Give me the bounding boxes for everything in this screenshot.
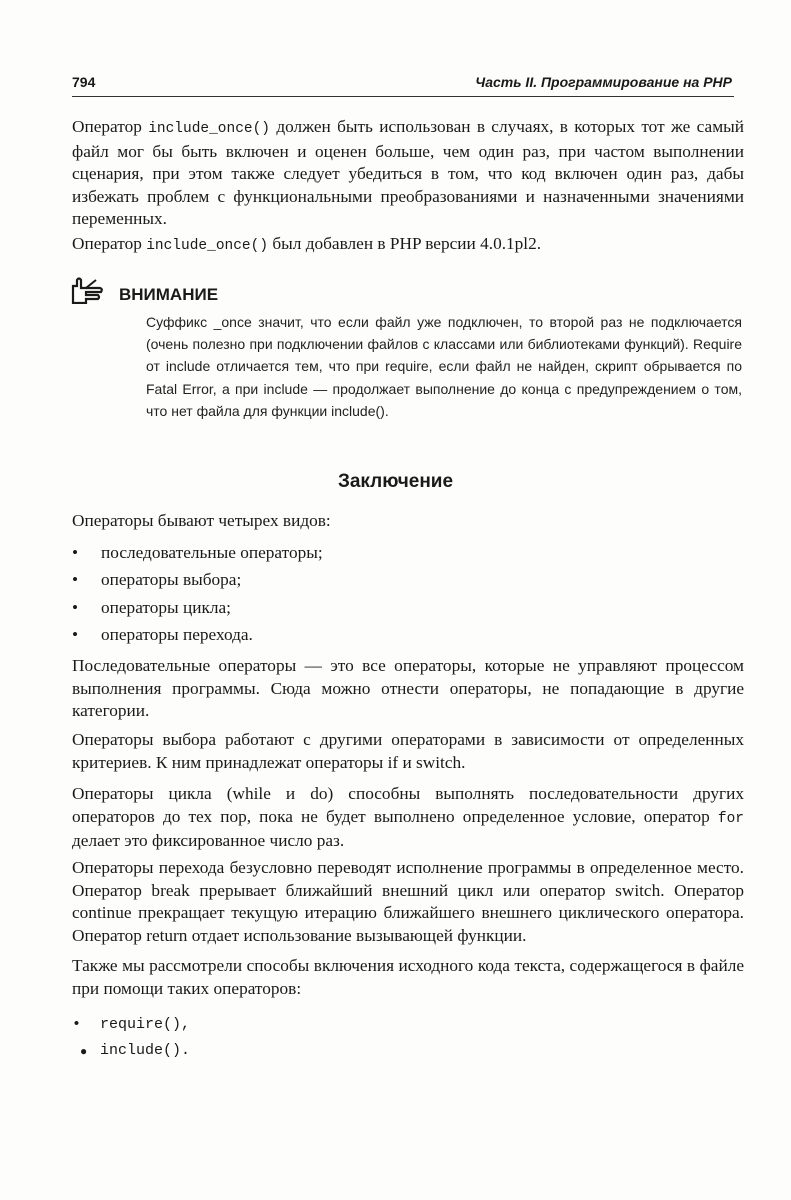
paragraph-sequential: Последовательные операторы — это все операторы, которые не управляют процессом выполнения программы. Сюда можно отнести операторы, не попадающие в другие категории.	[72, 656, 744, 720]
warning-text: Суффикс _once значит, что если файл уже подключен, то второй раз не подключается (очень полезно при подключении файлов с классами или библиотеками функций). Require от include отличается тем, что при require, если файл не найден, скрипт обрывается по Fatal Error, а при include — продолжает выполнение до конца с предупреждением о том, что нет файла для функции include().	[146, 314, 742, 419]
warning-title: ВНИМАНИЕ	[119, 285, 219, 304]
include-operators-list	[72, 1014, 190, 1066]
list-item: • операторы перехода.	[72, 624, 323, 651]
paragraph-selection: Операторы выбора работают с другими операторами в зависимости от определенных критериев. К ним принадлежат операторы if и switch.	[72, 730, 744, 772]
paragraph-include-once: Оператор include_once() должен быть использован в случаях, в которых тот же самый файл мог бы быть включен и оценен больше, чем один раз, при частом выполнении сценария, при этом также следует убедиться в том, что код включен один раз, дабы избежать проблем с функциональными преобразованиями и назначенными значениями переменных.	[72, 117, 744, 228]
header-rule	[72, 96, 734, 97]
paragraph-lead: Операторы бывают четырех видов:	[72, 511, 331, 530]
paragraph-loops: Операторы цикла (while и do) способны выполнять последовательности других операторов до тех пор, пока не будет выполнено определенное условие, оператор for делает это фиксированное число раз.	[72, 784, 744, 850]
list-item: • операторы цикла;	[72, 597, 323, 624]
paragraph-jumps: Операторы перехода безусловно переводят исполнение программы в определенное место. Оператор break прерывает ближайший внешний цикл или оператор switch. Оператор continue прекращает текущую итерацию ближайшего внешнего циклического оператора. Оператор return отдает использование вызывающей функции.	[72, 858, 744, 945]
paragraph-include: Также мы рассмотрели способы включения исходного кода текста, содержащегося в файле при помощи таких операторов:	[72, 956, 744, 998]
list-item: ● include().	[72, 1040, 190, 1066]
page-number: 794	[72, 74, 96, 90]
list-item: • операторы выбора;	[72, 569, 323, 596]
list-item: • require(),	[72, 1014, 190, 1040]
running-header	[72, 74, 732, 94]
hand-pointer-icon	[70, 276, 106, 304]
paragraph-include-once-version: Оператор include_once() был добавлен в PHP версии 4.0.1pl2.	[72, 234, 542, 254]
section-title: Заключение	[337, 471, 454, 492]
list-item: • последовательные операторы;	[72, 542, 323, 569]
part-title: Часть II. Программирование на PHP	[475, 74, 732, 90]
operator-kinds-list	[72, 542, 323, 651]
